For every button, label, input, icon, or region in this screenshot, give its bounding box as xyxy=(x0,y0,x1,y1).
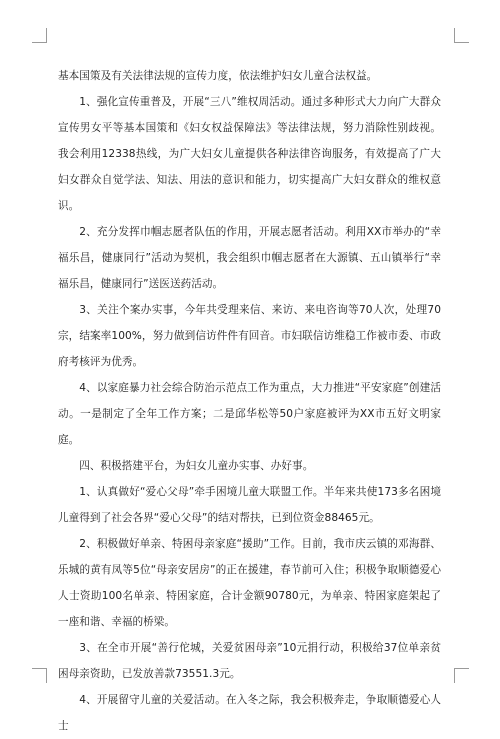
paragraph-continuation: 基本国策及有关法律法规的宣传力度，依法维护妇女儿童合法权益。 xyxy=(58,70,378,82)
crop-mark-top-right xyxy=(454,28,469,43)
crop-mark-bottom-left xyxy=(32,668,47,683)
paragraph-safe-family: 4、以家庭暴力社会综合防治示范点工作为重点，大力推进“平安家庭”创建活动。一是制定了全年工作方案；二是邱华松等50户家庭被评为XX市五好文明家庭。 xyxy=(58,382,441,446)
paragraph-left-behind-children: 4、开展留守儿童的关爱活动。在入冬之际，我会积极奔走，争取顺德爱心人士 xyxy=(58,694,441,732)
paragraph-single-mothers: 2、积极做好单亲、特困母亲家庭“援助”工作。目前，我市庆云镇的邓海群、乐城的黄有凤等5位“母亲安居房”的正在援建，春节前可入住；积极争取顺德爱心人士资助100名单亲、特困家庭，合计金额90780元，为单亲、特困家庭架起了一座和谐、幸福的桥梁。 xyxy=(58,538,441,628)
paragraph-case-handling: 3、关注个案办实事，今年共受理来信、来访、来电咨询等70人次，处理70宗，结案率100%，努力做到信访件件有回音。市妇联信访维稳工作被市委、市政府考核评为优秀。 xyxy=(58,304,441,368)
paragraph-publicity: 1、强化宣传重普及，开展“三八”维权周活动。通过多种形式大力向广大群众宣传男女平等基本国策和《妇女权益保障法》等法律法规，努力消除性别歧视。我会利用12338热线，为广大妇女儿童提供各种法律咨询服务，有效提高了广大妇女群众自觉学法、知法、用法的意识和能力，切实提高广大妇女群众的维权意识。 xyxy=(58,96,441,212)
crop-mark-top-left xyxy=(32,28,47,43)
paragraph-volunteers: 2、充分发挥巾帼志愿者队伍的作用，开展志愿者活动。利用XX市举办的“幸福乐昌，健康同行”活动为契机，我会组织巾帼志愿者在大源镇、五山镇举行“幸福乐昌，健康同行”送医送药活动。 xyxy=(58,226,441,290)
crop-mark-bottom-right xyxy=(454,668,469,683)
document-body xyxy=(58,63,441,739)
paragraph-caring-parents: 1、认真做好“爱心父母”牵手困境儿童大联盟工作。半年来共使173多名困境儿童得到了社会各界“爱心父母”的结对帮扶，已到位资金88465元。 xyxy=(58,486,441,524)
paragraph-donation: 3、在全市开展“善行佗城，关爱贫困母亲”10元捐行动，积极给37位单亲贫困母亲资助，已发放善款73551.3元。 xyxy=(58,642,441,680)
section-heading-four: 四、积极搭建平台，为妇女儿童办实事、办好事。 xyxy=(79,460,314,472)
